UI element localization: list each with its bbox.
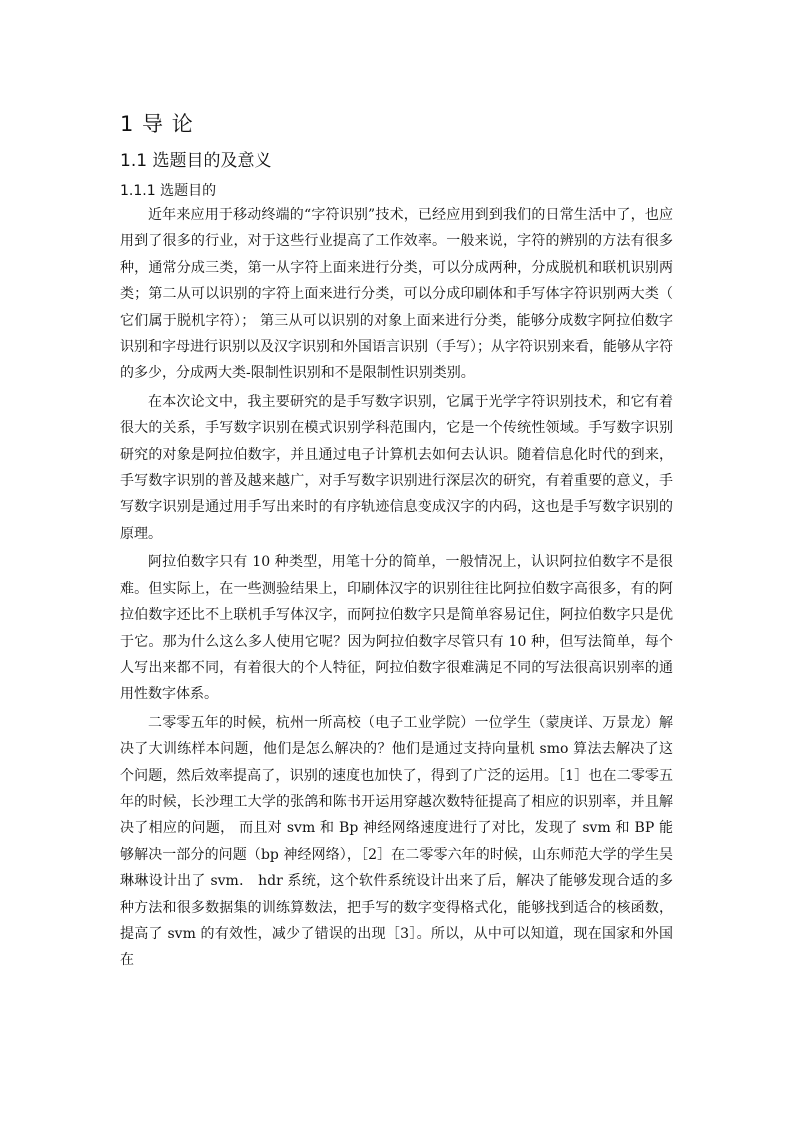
section-heading: 1.1 选题目的及意义 [120, 151, 272, 171]
paragraph: 阿拉伯数字只有 10 种类型，用笔十分的简单，一般情况上，认识阿拉伯数字不是很难。但实际上，在一些测验结果上，印刷体汉字的识别往往比阿拉伯数字高很多，有的阿拉伯数字还比不上联机手写体汉字，而阿拉伯数字只是简单容易记住，阿拉伯数字只是优于它。那为什么这么多人使用它呢？因为阿拉伯数字尽管只有 10 种，但写法简单，每个人写出来都不同，有着很大的个人特征，阿拉伯数字很难满足不同的写法很高识别率的通用性数字体系。 [120, 554, 673, 703]
paragraph: 二零零五年的时候，杭州一所高校（电子工业学院）一位学生（蒙庚详、万景龙）解决了大训练样本问题，他们是怎么解决的？他们是通过支持向量机 smo 算法去解决了这个问题，然后效率提高了，识别的速度也加快了，得到了广泛的运用。［1］也在二零零五年的时候，长沙理工大学的张鸽和陈书开运用穿越次数特征提高了相应的识别率，并且解决了相应的问题， 而且对 svm 和 Bp 神经网络速度进行了对比，发现了 svm 和 BP 能够解决一部分的问题（bp 神经网络），［2］在二零零六年的时候，山东师范大学的学生吴琳琳设计出了 svm． hdr 系统，这个软件系统设计出来了后，解决了能够发现合适的多种方法和很多数据集的训练算数法，把手写的数字变得格式化，能够找到适合的核函数，提高了 svm 的有效性，减少了错误的出现［3］。所以，从中可以知道，现在国家和外国在 [120, 714, 673, 969]
subsection-heading: 1.1.1 选题目的 [120, 183, 217, 199]
paragraph: 在本次论文中，我主要研究的是手写数字识别，它属于光学字符识别技术，和它有着很大的关系，手写数字识别在模式识别学科范围内，它是一个传统性领域。手写数字识别研究的对象是阿拉伯数字，并且通过电子计算机去如何去认识。随着信息化时代的到来，手写数字识别的普及越来越广，对手写数字识别进行深层次的研究，有着重要的意义，手写数字识别是通过用手写出来时的有序轨迹信息变成汉字的内码，这也是手写数字识别的原理。 [120, 393, 673, 542]
chapter-heading: 1 导 论 [120, 112, 194, 136]
paragraph: 近年来应用于移动终端的“字符识别”技术，已经应用到到我们的日常生活中了，也应用到了很多的行业，对于这些行业提高了工作效率。一般来说，字符的辨别的方法有很多种，通常分成三类，第一从字符上面来进行分类，可以分成两种，分成脱机和联机识别两类；第二从可以识别的字符上面来进行分类，可以分成印刷体和手写体字符识别两大类（它们属于脱机字符）； 第三从可以识别的对象上面来进行分类，能够分成数字阿拉伯数字识别和字母进行识别以及汉字识别和外国语言识别（手写）；从字符识别来看，能够从字符的多少，分成两大类-限制性识别和不是限制性识别类别。 [120, 207, 673, 382]
body-text [120, 202, 673, 976]
